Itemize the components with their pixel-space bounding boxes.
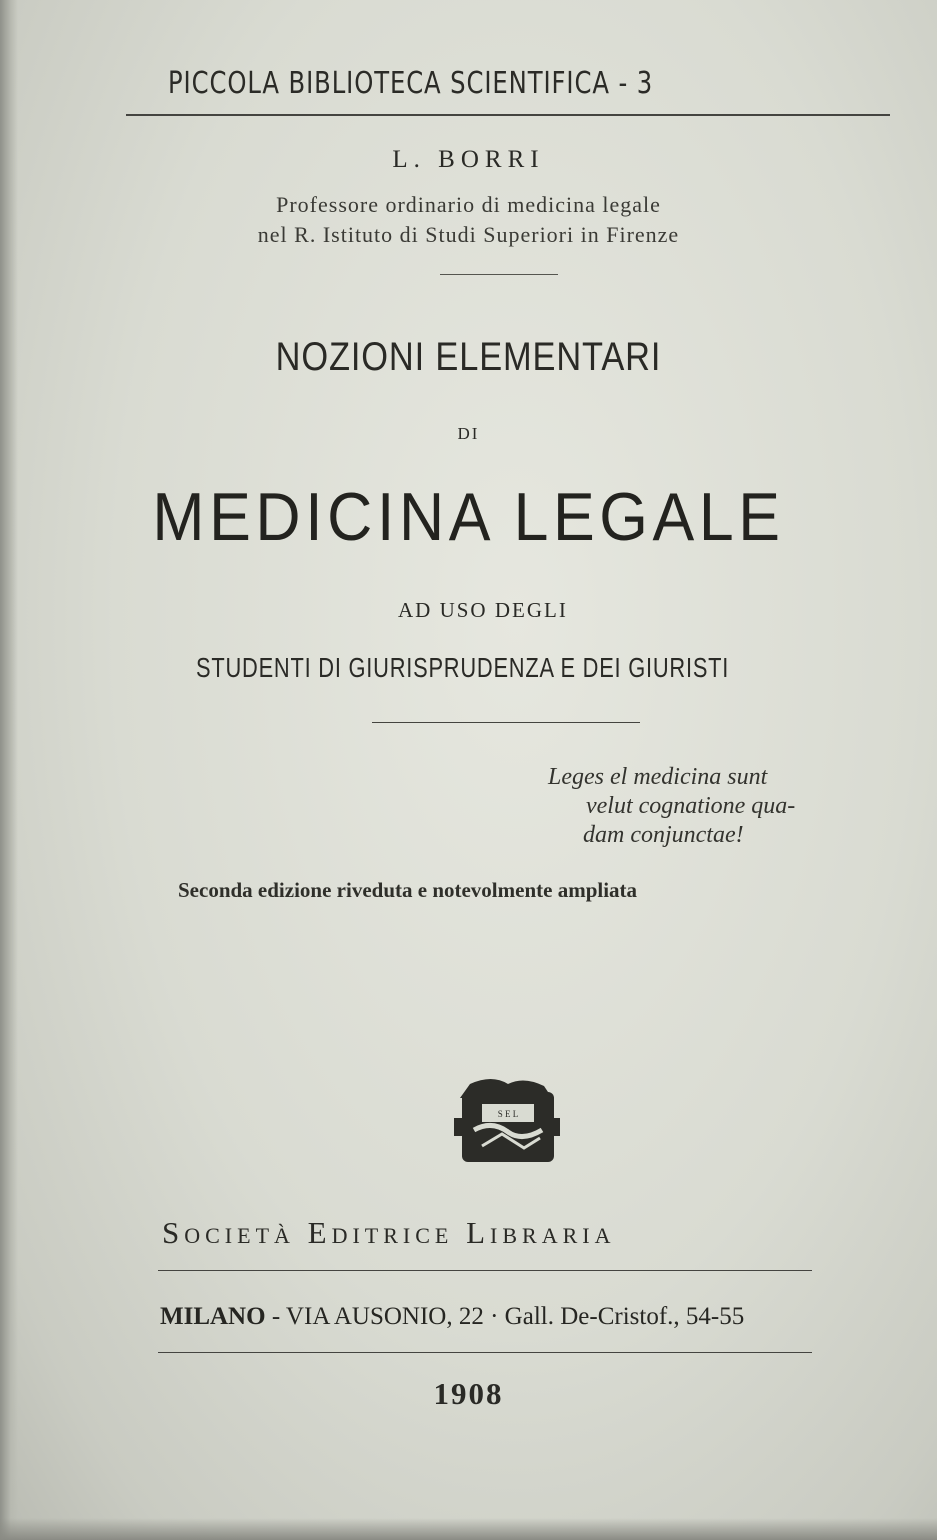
title-prefix: NOZIONI ELEMENTARI	[275, 335, 662, 379]
author-divider	[440, 274, 558, 275]
publisher-emblem-icon	[452, 1074, 562, 1168]
subtitle-audience: STUDENTI DI GIURISPRUDENZA E DEI GIURISTI	[196, 652, 730, 683]
svg-text:S E L: S E L	[497, 1109, 519, 1119]
publication-year: 1908	[433, 1376, 504, 1411]
author-name: L. BORRI	[392, 146, 545, 173]
main-title: MEDICINA LEGALE	[152, 479, 785, 555]
motto-line-2: velut cognatione qua-	[586, 793, 796, 819]
author-position: Professore ordinario di medicina legale	[276, 192, 661, 217]
motto-line-3: dam conjunctae!	[583, 822, 744, 848]
series-title: PICCOLA BIBLIOTECA SCIENTIFICA - 3	[168, 66, 654, 101]
subtitle-ad-uso: AD USO DEGLI	[398, 598, 568, 622]
title-di: DI	[457, 424, 480, 443]
series-rule	[126, 114, 890, 116]
title-divider	[372, 722, 640, 723]
edition-note: Seconda edizione riveduta e notevolmente ampliata	[178, 878, 638, 902]
page-edge-bottom	[0, 1518, 937, 1540]
publisher-address	[160, 1303, 744, 1331]
publisher-name: Società Editrice Libraria	[162, 1215, 616, 1250]
motto-line-1: Leges el medicina sunt	[548, 764, 768, 790]
publisher-city: MILANO	[160, 1303, 266, 1330]
publisher-street: - VIA AUSONIO, 22 · Gall. De-Cristof., 54-55	[265, 1303, 745, 1330]
publisher-rule-bottom	[158, 1352, 812, 1353]
author-affiliation: nel R. Istituto di Studi Superiori in Firenze	[257, 222, 680, 247]
publisher-rule-top	[158, 1270, 812, 1271]
